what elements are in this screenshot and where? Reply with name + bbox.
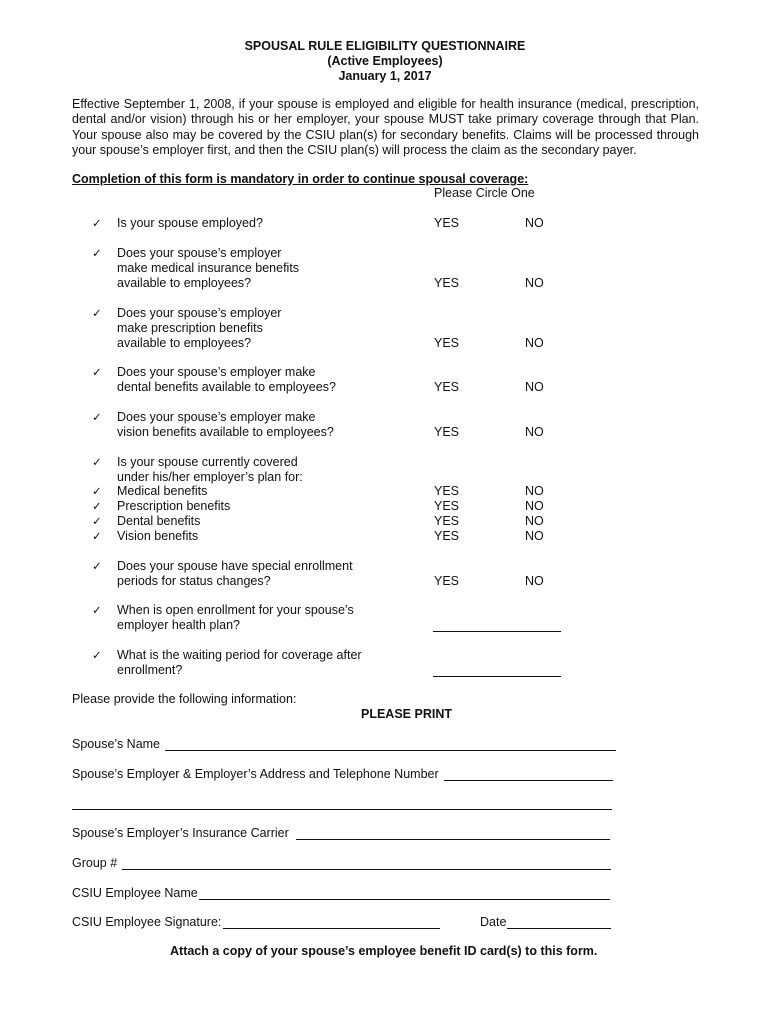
coverage-item-medical: Medical benefits [117, 484, 208, 498]
checkmark-icon: ✓ [92, 216, 102, 230]
checkmark-icon: ✓ [92, 306, 102, 320]
checkmark-icon: ✓ [92, 559, 102, 573]
checkmark-icon: ✓ [92, 365, 102, 379]
no-option[interactable]: NO [525, 514, 544, 528]
yes-option[interactable]: YES [434, 499, 460, 513]
date-label: Date [480, 915, 507, 929]
yes-option[interactable]: YES [434, 514, 460, 528]
coverage-item-dental: Dental benefits [117, 514, 201, 528]
no-option[interactable]: NO [525, 216, 544, 230]
spouse-name-label: Spouse’s Name [72, 737, 161, 751]
employer-address-label: Spouse’s Employer & Employer’s Address and Telephone Number [72, 767, 439, 781]
question-vision-line-1: Does your spouse’s employer make [117, 410, 316, 424]
no-option[interactable]: NO [525, 336, 544, 350]
no-option[interactable]: NO [525, 425, 544, 439]
form-title: SPOUSAL RULE ELIGIBILITY QUESTIONNAIRE [244, 39, 526, 53]
open-enrollment-answer-line[interactable] [433, 631, 561, 632]
checkmark-icon: ✓ [92, 499, 102, 513]
no-option[interactable]: NO [525, 276, 544, 290]
checkmark-icon: ✓ [92, 603, 102, 617]
question-medical-line-3: available to employees? [117, 276, 252, 290]
form-date: January 1, 2017 [338, 69, 432, 83]
employee-name-label: CSIU Employee Name [72, 886, 198, 900]
no-option[interactable]: NO [525, 499, 544, 513]
circle-one-label: Please Circle One [434, 186, 535, 200]
question-dental-line-1: Does your spouse’s employer make [117, 365, 316, 379]
yes-option[interactable]: YES [434, 336, 460, 350]
question-covered-line-2: under his/her employer’s plan for: [117, 470, 303, 484]
no-option[interactable]: NO [525, 380, 544, 394]
question-special-enrollment-line-2: periods for status changes? [117, 574, 271, 588]
checkmark-icon: ✓ [92, 410, 102, 424]
question-medical-line-2: make medical insurance benefits [117, 261, 300, 275]
date-field[interactable] [507, 928, 611, 929]
employee-name-field[interactable] [199, 899, 610, 900]
employee-signature-field[interactable] [223, 928, 440, 929]
question-prescription-line-1: Does your spouse’s employer [117, 306, 282, 320]
question-prescription-line-3: available to employees? [117, 336, 252, 350]
question-medical-line-1: Does your spouse’s employer [117, 246, 282, 260]
question-covered-line-1: Is your spouse currently covered [117, 455, 298, 469]
question-special-enrollment-line-1: Does your spouse have special enrollment [117, 559, 353, 573]
yes-option[interactable]: YES [434, 484, 460, 498]
no-option[interactable]: NO [525, 529, 544, 543]
checkmark-icon: ✓ [92, 246, 102, 260]
mandatory-heading: Completion of this form is mandatory in order to continue spousal coverage: [72, 172, 529, 186]
coverage-item-prescription: Prescription benefits [117, 499, 231, 513]
intro-paragraph: Effective September 1, 2008, if your spouse is employed and eligible for health insurance (medical, prescription, dental and/or vision) through his or her employer, your spouse MUST take primary coverage through that Plan. Your spouse also may be covered by the CSIU plan(s) for secondary benefits. Claims will be processed through your spouse’s employer first, and then the CSIU plan(s) will process the claim as the secondary payer. [72, 97, 699, 158]
checkmark-icon: ✓ [92, 514, 102, 528]
insurance-carrier-label: Spouse’s Employer’s Insurance Carrier [72, 826, 289, 840]
question-open-enrollment-line-1: When is open enrollment for your spouse’s [117, 603, 354, 617]
yes-option[interactable]: YES [434, 380, 460, 394]
question-waiting-period-line-2: enrollment? [117, 663, 183, 677]
question-dental-line-2: dental benefits available to employees? [117, 380, 336, 394]
question-prescription-line-2: make prescription benefits [117, 321, 263, 335]
no-option[interactable]: NO [525, 484, 544, 498]
yes-option[interactable]: YES [434, 216, 460, 230]
question-spouse-employed: Is your spouse employed? [117, 216, 263, 230]
checkmark-icon: ✓ [92, 529, 102, 543]
no-option[interactable]: NO [525, 574, 544, 588]
spouse-name-field[interactable] [165, 750, 616, 751]
question-open-enrollment-line-2: employer health plan? [117, 618, 240, 632]
insurance-carrier-field[interactable] [296, 839, 610, 840]
form-subtitle: (Active Employees) [327, 54, 443, 68]
employer-address-field[interactable] [444, 780, 613, 781]
yes-option[interactable]: YES [434, 529, 460, 543]
checkmark-icon: ✓ [92, 455, 102, 469]
please-print-label: PLEASE PRINT [361, 707, 452, 721]
group-number-label: Group # [72, 856, 118, 870]
yes-option[interactable]: YES [434, 574, 460, 588]
yes-option[interactable]: YES [434, 276, 460, 290]
provide-info-label: Please provide the following information: [72, 692, 297, 706]
waiting-period-answer-line[interactable] [433, 676, 561, 677]
question-waiting-period-line-1: What is the waiting period for coverage after [117, 648, 362, 662]
coverage-item-vision: Vision benefits [117, 529, 199, 543]
question-vision-line-2: vision benefits available to employees? [117, 425, 334, 439]
employee-signature-label: CSIU Employee Signature: [72, 915, 222, 929]
yes-option[interactable]: YES [434, 425, 460, 439]
group-number-field[interactable] [122, 869, 611, 870]
footer-note: Attach a copy of your spouse’s employee benefit ID card(s) to this form. [170, 944, 598, 958]
employer-address-field-line-2[interactable] [72, 809, 612, 810]
checkmark-icon: ✓ [92, 648, 102, 662]
checkmark-icon: ✓ [92, 484, 102, 498]
